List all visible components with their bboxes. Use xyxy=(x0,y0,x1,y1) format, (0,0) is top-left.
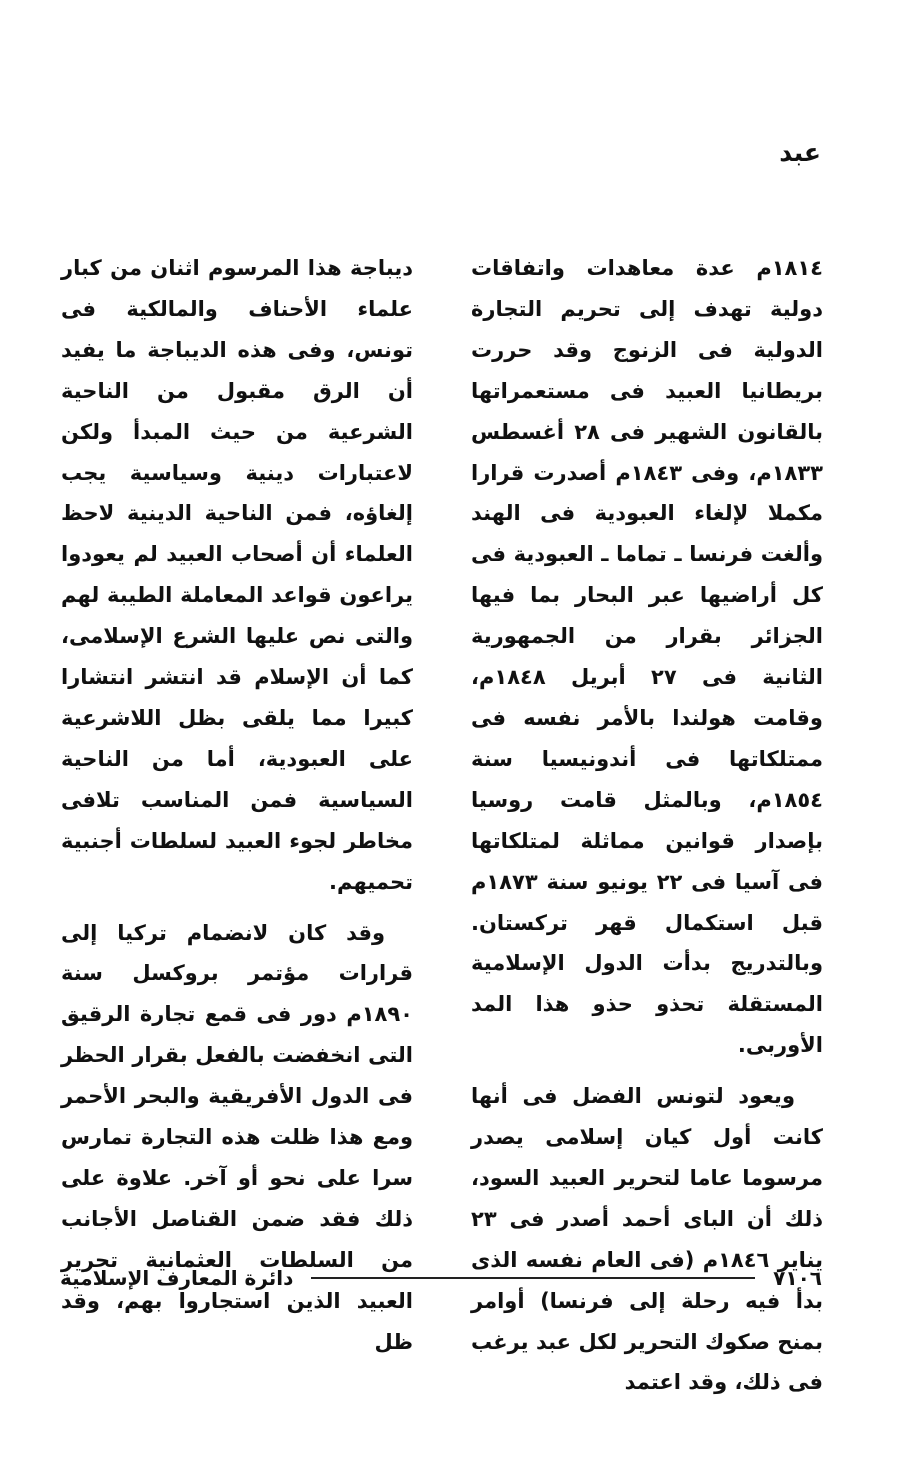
page-footer xyxy=(60,1262,822,1294)
footer-divider xyxy=(311,1277,755,1279)
paragraph: ١٨١٤م عدة معاهدات واتفاقات دولية تهدف إلى تحريم التجارة الدولية فى الزنوج وقد حررت بريطانيا العبيد فى مستعمراتها بالقانون الشهير فى ٢٨ أغسطس ١٨٣٣م، وفى ١٨٤٣م أصدرت قرارا مكملا لإلغاء العبودية فى الهند وألغت فرنسا ـ تماما ـ العبودية فى كل أراضيها عبر البحار بما فيها الجزائر بقرار من الجمهورية الثانية فى ٢٧ أبريل ١٨٤٨م، وقامت هولندا بالأمر نفسه فى ممتلكاتها فى أندونيسيا سنة ١٨٥٤م، وبالمثل قامت روسيا بإصدار قوانين مماثلة لمتلكاتها فى آسيا فى ٢٢ يونيو سنة ١٨٧٣م قبل استكمال قهر تركستان. وبالتدريج بدأت الدول الإسلامية المستقلة تحذو حذو هذا المد الأوربى. xyxy=(471,256,823,1058)
paragraph: ديباجة هذا المرسوم اثنان من كبار علماء الأحناف والمالكية فى تونس، وفى هذه الديباجة ما يفيد أن الرق مقبول من الناحية الشرعية من حيث المبدأ ولكن لاعتبارات دينية وسياسية يجب إلغاؤه، فمن الناحية الدينية لاحظ العلماء أن أصحاب العبيد لم يعودوا يراعون قواعد المعاملة الطيبة لهم والتى نص عليها الشرع الإسلامى، كما أن الإسلام قد انتشر انتشارا كبيرا مما يلقى بظل اللاشرعية على العبودية، أما من الناحية السياسية فمن المناسب تلافى مخاطر لجوء العبيد لسلطات أجنبية تحميهم. xyxy=(61,256,413,894)
paragraph: ويعود لتونس الفضل فى أنها كانت أول كيان إسلامى يصدر مرسوما عاما لتحرير العبيد السود، ذلك أن الباى أحمد أصدر فى ٢٣ يناير ١٨٤٦م (فى العام نفسه الذى بدأ فيه رحلة إلى فرنسا) أوامر بمنح صكوك التحرير لكل عبد يرغب فى ذلك، وقد اعتمد xyxy=(471,1084,823,1395)
text-column-right xyxy=(471,248,823,1403)
page-number: ٧١٠٦ xyxy=(773,1266,822,1290)
publication-title: دائرة المعارف الإسلامية xyxy=(60,1266,294,1290)
running-header: عبد xyxy=(779,138,821,167)
text-column-left xyxy=(61,248,413,1362)
paragraph: وقد كان لانضمام تركيا إلى قرارات مؤتمر بروكسل سنة ١٨٩٠م دور فى قمع تجارة الرقيق التى انخفضت بالفعل بقرار الحظر فى الدول الأفريقية والبحر الأحمر ومع هذا ظلت هذه التجارة تمارس سرا على نحو أو آخر. علاوة على ذلك فقد ضمن القناصل الأجانب من السلطات العثمانية تحرير العبيد الذين استجاروا بهم، وقد ظل xyxy=(61,920,413,1354)
